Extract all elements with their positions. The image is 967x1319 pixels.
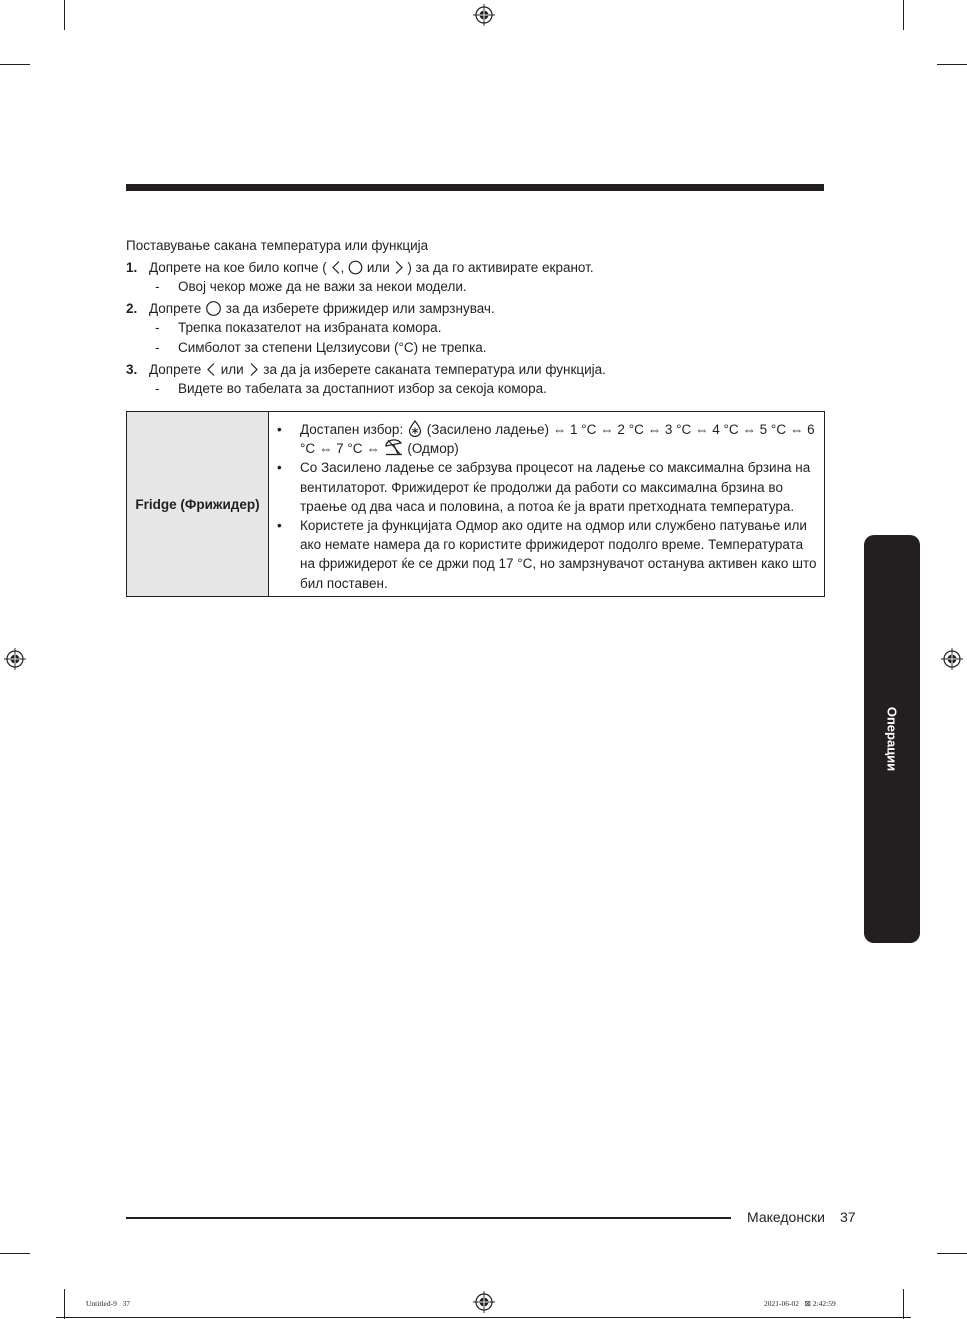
options-table [126, 411, 825, 597]
crop-mark [64, 1289, 65, 1319]
list-item: • Користете ја функцијата Одмор ако одите на одмор или службено патување или ако немате намера да го користите фрижидерот подолго време. Температурата на фрижидерот ќе се држи под 17 °C, но замрзнувачот останува активен како што бил поставен. [277, 518, 817, 591]
crop-mark [903, 1289, 904, 1319]
page-number: 37 [840, 1209, 856, 1225]
step-2 [126, 300, 726, 318]
circle-icon [205, 301, 222, 316]
registration-mark-icon [473, 4, 495, 26]
footer-rule [126, 1217, 731, 1219]
step-number: 3. [126, 362, 138, 377]
footer-language: Македонски [747, 1209, 825, 1225]
registration-mark-icon [4, 648, 26, 670]
crop-mark [56, 1317, 911, 1318]
step-3 [126, 361, 726, 379]
crop-mark [0, 1253, 30, 1254]
table-row-label: Fridge (Фрижидер) [127, 412, 269, 596]
chevron-left-icon [205, 362, 217, 377]
step-number: 1. [126, 260, 138, 275]
side-tab-label: Операции [884, 706, 900, 772]
crop-mark [937, 64, 967, 65]
step-text: Допрете на кое било копче ( , или ) за да го активирате екранот. [149, 260, 594, 275]
table-row-content [277, 420, 817, 593]
power-cool-icon [407, 420, 423, 437]
step-text: Допрете или за да ја изберете саканата температура или функција. [149, 362, 606, 377]
crop-mark [0, 64, 30, 65]
section-rule [126, 184, 824, 191]
circle-icon [348, 260, 363, 275]
crop-mark [64, 0, 65, 30]
vacation-icon [384, 439, 404, 456]
list-item: • Со Засилено ладење се забрзува процесот на ладење со максимална брзина на вентилаторот. Фрижидерот ќе продолжи да работи со максимална брзина во траење од два часа и половина, а потоа ќе ја врати претходната температура. [277, 460, 811, 514]
section-title: Поставување сакана температура или функција [126, 238, 429, 253]
chevron-left-icon [331, 260, 341, 275]
crop-mark [937, 1253, 967, 1254]
registration-mark-icon [941, 648, 963, 670]
step-text: Допрете за да изберете фрижидер или замрзнувач. [149, 301, 495, 316]
section-side-tab [864, 535, 920, 943]
step-number: 2. [126, 301, 138, 316]
registration-mark-icon [473, 1291, 495, 1313]
chevron-right-icon [248, 362, 260, 377]
chevron-right-icon [394, 260, 404, 275]
step-1 [126, 259, 726, 277]
list-item: • Достапен избор: (Засилено ладење) ⇔ 1 °C ⇔ 2 °C ⇔ 3 °C ⇔ 4 °C ⇔ 5 °C ⇔ 6 °C ⇔ 7 °C ⇔ (Одмор) [277, 422, 815, 457]
print-info-right: 2021-06-02 ⊠ 2:42:59 [764, 1299, 836, 1308]
crop-mark [903, 0, 904, 30]
print-info-left: Untitled-9 37 [86, 1299, 130, 1308]
